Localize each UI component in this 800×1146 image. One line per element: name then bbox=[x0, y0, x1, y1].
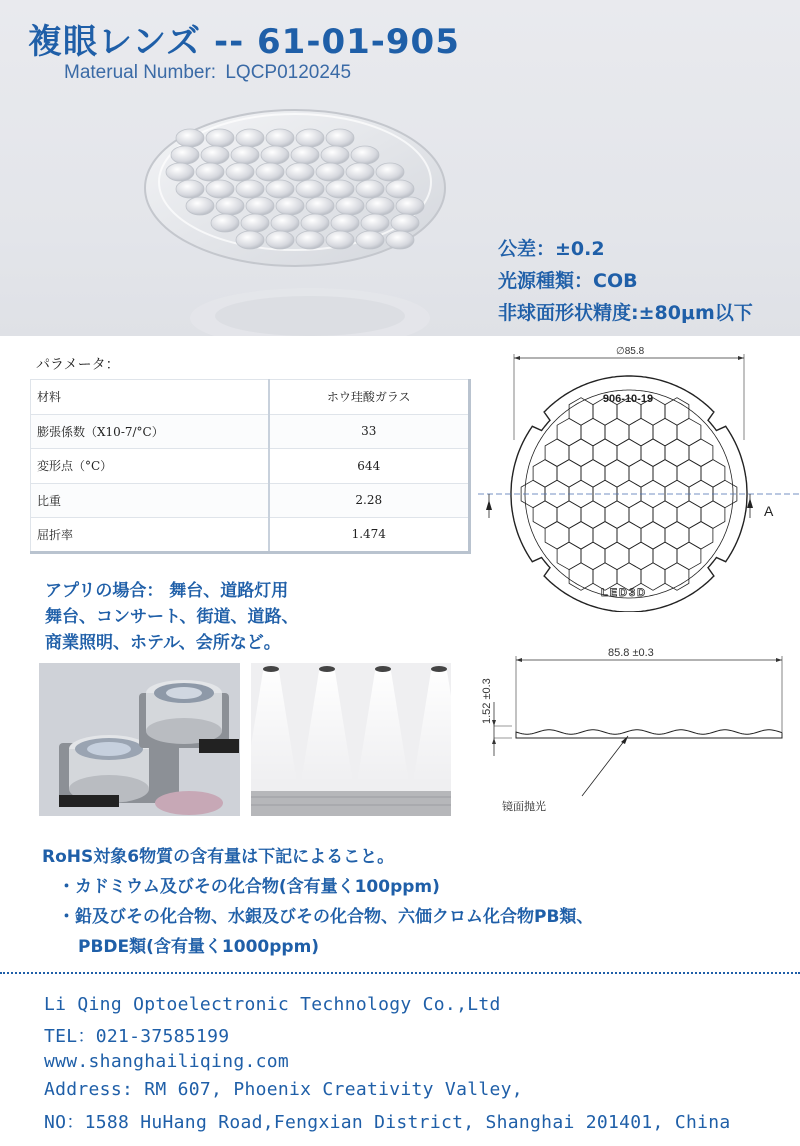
lens-cell bbox=[336, 197, 364, 215]
parameter-row bbox=[31, 449, 470, 484]
lens-cell bbox=[356, 180, 384, 198]
lens-cell bbox=[186, 197, 214, 215]
lens-cell bbox=[266, 231, 294, 249]
drawing-cell bbox=[629, 418, 653, 445]
drawing-cell bbox=[641, 439, 665, 466]
lens-cell bbox=[236, 129, 264, 147]
lens-cell bbox=[196, 163, 224, 181]
lens-cell bbox=[241, 214, 269, 232]
drawing-cell bbox=[545, 439, 569, 466]
brand-mark: LED3D bbox=[600, 587, 648, 599]
drawing-cell bbox=[569, 439, 593, 466]
lens-cell bbox=[211, 214, 239, 232]
lens-cell bbox=[386, 231, 414, 249]
stage-lights-photo bbox=[251, 663, 451, 816]
lens-cell bbox=[351, 146, 379, 164]
drawing-cell bbox=[689, 439, 713, 466]
drawing-cell bbox=[677, 460, 701, 488]
lens-cell bbox=[296, 180, 324, 198]
drawing-cell bbox=[581, 542, 605, 569]
drawing-cell bbox=[677, 542, 701, 569]
lens-cell bbox=[266, 180, 294, 198]
lens-cell bbox=[346, 163, 374, 181]
drawing-cell bbox=[605, 460, 629, 488]
lens-cell bbox=[306, 197, 334, 215]
lens-cell bbox=[361, 214, 389, 232]
parameter-name: 屈折率 bbox=[31, 518, 269, 553]
lens-cell bbox=[326, 129, 354, 147]
parameter-name: 材料 bbox=[31, 380, 269, 415]
lens-cell bbox=[256, 163, 284, 181]
drawing-cell bbox=[557, 501, 581, 529]
lens-code-label: 906-10-19 bbox=[602, 393, 654, 405]
lens-cell bbox=[206, 129, 234, 147]
drawing-cell bbox=[545, 522, 569, 549]
lens-cell bbox=[331, 214, 359, 232]
address-line-2: NO：1588 HuHang Road,Fengxian District, Shanghai 201401, China bbox=[44, 1112, 731, 1133]
lens-cell bbox=[206, 180, 234, 198]
drawing-cell bbox=[581, 460, 605, 488]
drawing-cell bbox=[653, 542, 677, 569]
company-name: Li Qing Optoelectronic Technology Co.,Ltd bbox=[44, 994, 501, 1015]
application-line-1: アプリの場合： 舞台、道路灯用 bbox=[45, 581, 289, 601]
polish-note: 镜面抛光 bbox=[502, 800, 546, 813]
spec-aspheric-accuracy: 非球面形状精度:±80μm以下 bbox=[498, 302, 753, 324]
drawing-cell bbox=[605, 542, 629, 569]
parameter-row bbox=[31, 518, 470, 553]
lens-cell bbox=[216, 197, 244, 215]
lens-cell bbox=[236, 231, 264, 249]
material-number: LQCP0120245 bbox=[225, 62, 352, 83]
application-line-3: 商業照明、ホテル、会所など。 bbox=[45, 633, 281, 653]
drawing-cell bbox=[581, 418, 605, 445]
lens-cell bbox=[386, 180, 414, 198]
lens-cell bbox=[236, 180, 264, 198]
lens-cell bbox=[326, 180, 354, 198]
parameters-title: パラメータ： bbox=[36, 357, 120, 373]
parameter-value: 1.474 bbox=[269, 518, 470, 553]
lens-cell bbox=[321, 146, 349, 164]
parameter-value: 33 bbox=[269, 414, 470, 449]
drawing-cell bbox=[653, 418, 677, 445]
drawing-cell bbox=[629, 542, 653, 569]
drawing-cell bbox=[593, 522, 617, 549]
drawing-cell bbox=[653, 460, 677, 488]
drawing-cell bbox=[617, 439, 641, 466]
lens-cell bbox=[296, 129, 324, 147]
lens-cell bbox=[276, 197, 304, 215]
lens-product-photo bbox=[140, 108, 450, 336]
lens-cell bbox=[286, 163, 314, 181]
lens-cell bbox=[166, 163, 194, 181]
led-module-photo bbox=[39, 663, 240, 816]
parameter-name: 膨張係数（X10-7/°C） bbox=[31, 414, 269, 449]
lens-cell bbox=[356, 231, 384, 249]
drawing-cell bbox=[629, 501, 653, 529]
spec-light-source: 光源種類：COB bbox=[498, 270, 638, 292]
drawing-cell bbox=[581, 501, 605, 529]
drawing-cell bbox=[665, 439, 689, 466]
lens-cell bbox=[391, 214, 419, 232]
drawing-cell bbox=[653, 501, 677, 529]
lens-cell bbox=[176, 180, 204, 198]
parameter-value: ホウ珪酸ガラス bbox=[269, 380, 470, 415]
drawing-cell bbox=[569, 522, 593, 549]
lens-cell bbox=[296, 231, 324, 249]
drawing-cell bbox=[617, 480, 641, 507]
lens-cell bbox=[226, 163, 254, 181]
parameter-name: 変形点（°C） bbox=[31, 449, 269, 484]
drawing-cell bbox=[533, 501, 557, 529]
parameter-row bbox=[31, 414, 470, 449]
drawing-cell bbox=[593, 439, 617, 466]
parameter-value: 644 bbox=[269, 449, 470, 484]
footer-divider bbox=[0, 972, 800, 974]
lens-cell bbox=[301, 214, 329, 232]
website-link[interactable]: www.shanghailiqing.com bbox=[44, 1051, 290, 1072]
rohs-item-pbde: PBDE類(含有量く1000ppm) bbox=[78, 937, 320, 957]
drawing-cell bbox=[557, 542, 581, 569]
lens-cell bbox=[271, 214, 299, 232]
lens-cell bbox=[201, 146, 229, 164]
drawing-cell bbox=[545, 480, 569, 507]
lens-cell bbox=[366, 197, 394, 215]
lens-cell bbox=[246, 197, 274, 215]
thickness-label: 1.52 ±0.3 bbox=[481, 678, 493, 724]
lens-cell bbox=[266, 129, 294, 147]
drawing-cell bbox=[605, 418, 629, 445]
drawing-cell bbox=[665, 522, 689, 549]
address-line-1: Address: RM 607, Phoenix Creativity Valley, bbox=[44, 1079, 523, 1100]
drawing-cell bbox=[533, 460, 557, 488]
parameters-table bbox=[30, 379, 471, 554]
lens-cell bbox=[396, 197, 424, 215]
drawing-cell bbox=[701, 501, 725, 529]
rohs-item-cadmium: ・カドミウム及びその化合物(含有量く100ppm) bbox=[58, 877, 440, 897]
drawing-cell bbox=[557, 460, 581, 488]
lens-top-view-drawing bbox=[478, 340, 800, 612]
parameter-name: 比重 bbox=[31, 483, 269, 518]
product-title: 複眼レンズ -- 61-01-905 bbox=[28, 22, 460, 62]
drawing-cell bbox=[677, 418, 701, 445]
drawing-cell bbox=[689, 522, 713, 549]
spec-tolerance: 公差：±0.2 bbox=[498, 238, 605, 260]
parameter-value: 2.28 bbox=[269, 483, 470, 518]
rohs-heading: RoHS対象6物質の含有量は下記によること。 bbox=[42, 847, 395, 867]
width-dimension-label: 85.8 ±0.3 bbox=[608, 647, 654, 659]
material-label: Materual Number: bbox=[64, 62, 217, 83]
lens-side-view-drawing bbox=[478, 640, 800, 820]
lens-cell bbox=[376, 163, 404, 181]
drawing-cell bbox=[557, 418, 581, 445]
material-number-line bbox=[60, 62, 351, 84]
lens-cell bbox=[291, 146, 319, 164]
parameter-row bbox=[31, 483, 470, 518]
lens-cell bbox=[176, 129, 204, 147]
telephone: TEL：021-37585199 bbox=[44, 1026, 230, 1047]
lens-cell bbox=[326, 231, 354, 249]
lens-cell bbox=[231, 146, 259, 164]
lens-cell bbox=[261, 146, 289, 164]
lens-cell bbox=[316, 163, 344, 181]
drawing-cell bbox=[605, 501, 629, 529]
drawing-cell bbox=[641, 522, 665, 549]
parameter-row bbox=[31, 380, 470, 415]
diameter-label: ∅85.8 bbox=[616, 346, 645, 357]
drawing-cell bbox=[689, 480, 713, 507]
hero-banner bbox=[0, 0, 800, 336]
drawing-cell bbox=[701, 460, 725, 488]
drawing-cell bbox=[677, 501, 701, 529]
rohs-item-lead: ・鉛及びその化合物、水銀及びその化合物、六価クロム化合物PB類、 bbox=[58, 907, 594, 927]
section-a-label: A bbox=[764, 503, 774, 519]
lens-cell bbox=[171, 146, 199, 164]
drawing-cell bbox=[629, 460, 653, 488]
drawing-cell bbox=[617, 522, 641, 549]
application-line-2: 舞台、コンサート、街道、道路、 bbox=[45, 607, 299, 627]
